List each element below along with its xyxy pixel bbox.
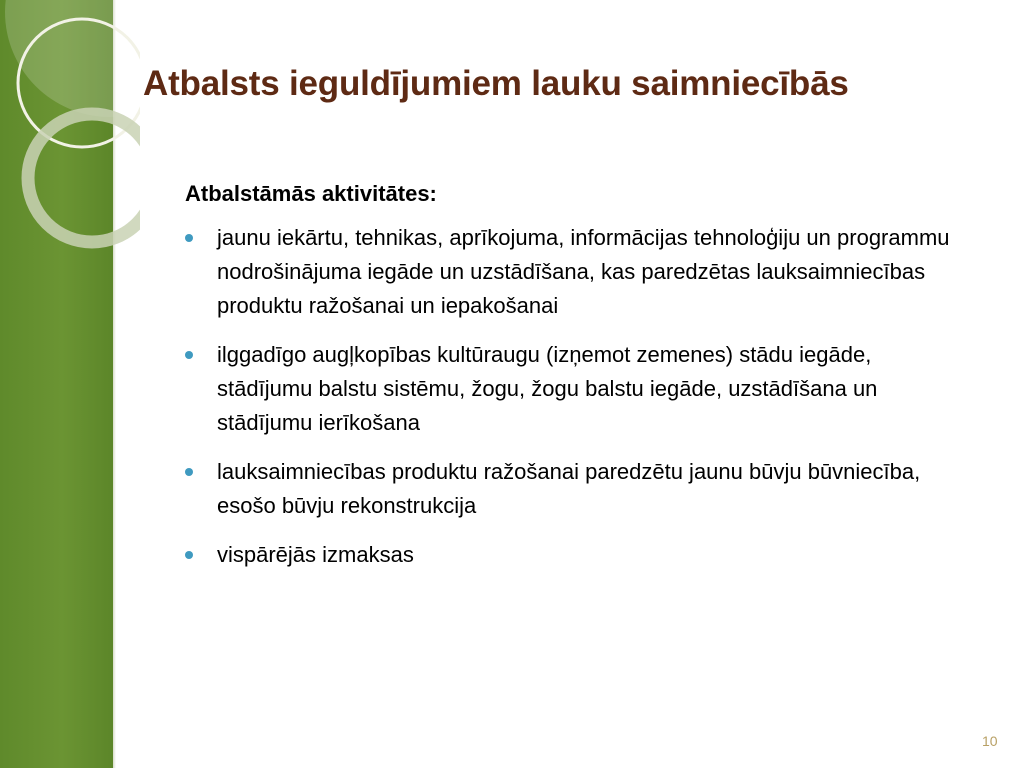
bullet-text: vispārējās izmaksas [217, 542, 414, 567]
slide-content [185, 181, 965, 587]
page-number: 10 [982, 733, 998, 749]
bullet-text: ilggadīgo augļkopības kultūraugu (izņemot zemenes) stādu iegāde, stādījumu balstu sistēmu, žogu, žogu balstu iegāde, uzstādīšana un stādījumu ierīkošana [217, 342, 878, 435]
bullet-dot-icon [185, 468, 193, 476]
bullet-item [185, 338, 965, 440]
bullet-dot-icon [185, 351, 193, 359]
bullet-dot-icon [185, 551, 193, 559]
bullet-text: jaunu iekārtu, tehnikas, aprīkojuma, informācijas tehnoloģiju un programmu nodrošinājuma iegāde un uzstādīšana, kas paredzētas lauksaimniecības produktu ražošanai un iepakošanai [217, 225, 950, 318]
subheading: Atbalstāmās aktivitātes: [185, 181, 437, 206]
bullet-dot-icon [185, 234, 193, 242]
bullet-list [185, 221, 965, 572]
decorative-circles [0, 0, 140, 260]
bullet-item [185, 455, 965, 523]
bullet-item [185, 538, 965, 572]
bullet-item [185, 221, 965, 323]
slide-title: Atbalsts ieguldījumiem lauku saimniecībās [143, 64, 849, 103]
large-filled-circle [5, 0, 140, 117]
bullet-text: lauksaimniecības produktu ražošanai paredzētu jaunu būvju būvniecība, esošo būvju rekonstrukcija [217, 459, 921, 518]
